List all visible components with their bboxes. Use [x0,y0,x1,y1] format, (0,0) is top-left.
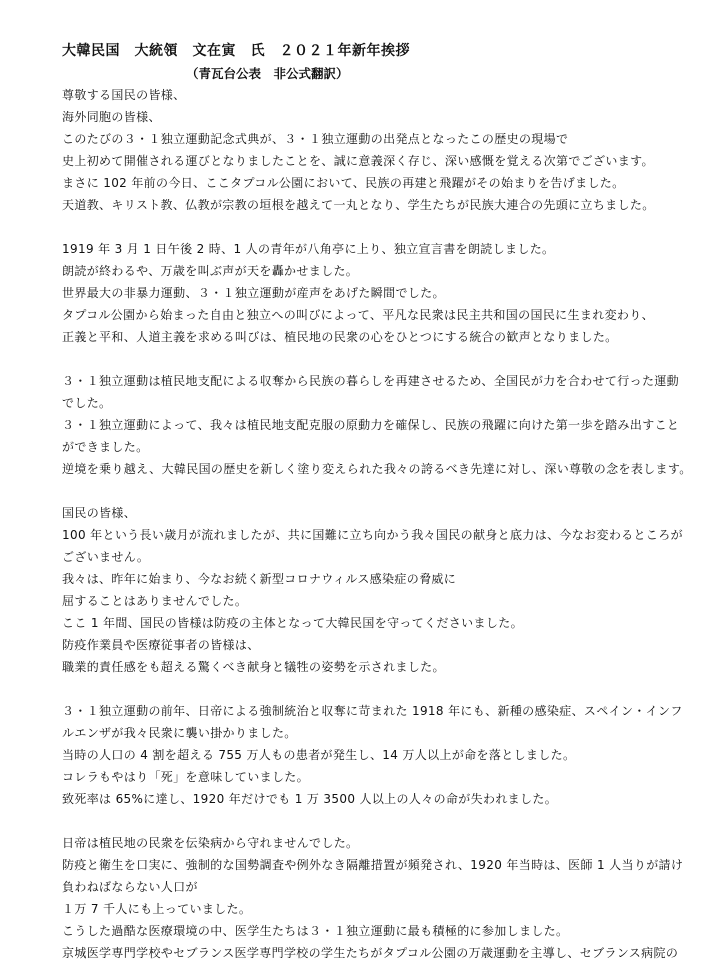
text-line: 当時の人口の 4 割を超える 755 万人もの患者が発生し、14 万人以上が命を落としました。 [62,748,576,762]
text-line: 負わねばならない人口が [62,880,198,894]
text-line: 職業的責任感をも超える驚くべき献身と犠牲の姿勢を示されました。 [62,660,445,674]
text-line: ３・１独立運動によって、我々は植民地支配克服の原動力を確保し、民族の飛躍に向けた第一歩を踏み出すこと [62,418,680,432]
text-line: まさに 102 年前の今日、ここタプコル公園において、民族の再建と飛躍がその始まりを告げました。 [62,176,625,190]
document-body [62,84,692,960]
paragraph-gap [62,480,682,502]
text-line: 国民の皆様、 [62,506,137,520]
paragraph-gap [62,348,682,370]
text-line: 京城医学専門学校やセブランス医学専門学校の学生たちがタプコル公園の万歳運動を主導し、セブランス病院の [62,946,679,960]
text-line: 逆境を乗り越え、大韓民国の歴史を新しく塗り変えられた我々の誇るべき先達に対し、深い尊敬の念を表します。 [62,462,692,476]
text-line: 天道教、キリスト教、仏教が宗教の垣根を越えて一丸となり、学生たちが民族大連合の先頭に立ちました。 [62,198,655,212]
text-line: ができました。 [62,440,149,454]
text-line: 日帝は植民地の民衆を伝染病から守れませんでした。 [62,836,359,850]
text-line: 防疫作業員や医療従事者の皆様は、 [62,638,260,652]
text-line: ルエンザが我々民衆に襲い掛かりました。 [62,726,297,740]
text-line: ３・１独立運動の前年、日帝による強制統治と収奪に苛まれた 1918 年にも、新種の感染症、スペイン・インフ [62,704,683,718]
text-line: ここ 1 年間、国民の皆様は防疫の主体となって大韓民国を守ってくださいました。 [62,616,523,630]
text-line: 致死率は 65%に達し、1920 年だけでも 1 万 3500 人以上の人々の命が失われました。 [62,792,558,806]
text-line: コレラもやはり「死」を意味していました。 [62,770,310,784]
text-line: 正義と平和、人道主義を求める叫びは、植民地の民衆の心をひとつにする統合の歓声となりました。 [62,330,618,344]
text-line: 屈することはありませんでした。 [62,594,248,608]
text-line: 海外同胞の皆様、 [62,110,161,124]
text-line: ございません。 [62,550,150,564]
text-line: 防疫と衛生を口実に、強制的な国勢調査や例外なき隔離措置が頻発され、1920 年当時は、医師 1 人当りが請け [62,858,684,872]
text-line: ３・１独立運動は植民地支配による収奪から民族の暮らしを再建させるため、全国民が力を合わせて行った運動 [62,374,680,388]
text-line: 朗読が終わるや、万歳を叫ぶ声が天を轟かせました。 [62,264,359,278]
document-subtitle: （青瓦台公表 非公式翻訳） [186,66,349,81]
text-line: このたびの３・１独立運動記念式典が、３・１独立運動の出発点となったこの歴史の現場で [62,132,569,146]
paragraph-gap [62,678,682,700]
document-title: 大韓民国 大統領 文在寅 氏 ２０２１年新年挨拶 [62,43,410,59]
text-line: １万 7 千人にも上っていました。 [62,902,252,916]
text-line: こうした過酷な医療環境の中、医学生たちは３・１独立運動に最も積極的に参加しました。 [62,924,569,938]
text-line: でした。 [62,396,112,410]
text-line: タプコル公園から始まった自由と独立への叫びによって、平凡な民衆は民主共和国の国民に生まれ変わり、 [62,308,654,322]
paragraph-gap [62,216,682,238]
text-line: 我々は、昨年に始まり、今なお続く新型コロナウィルス感染症の脅威に [62,572,457,586]
text-line: 尊敬する国民の皆様、 [62,88,186,102]
paragraph-gap [62,810,682,832]
text-line: 100 年という長い歳月が流れましたが、共に国難に立ち向かう我々国民の献身と底力は、今なお変わるところが [62,528,683,542]
text-line: 1919 年 3 月 1 日午後 2 時、1 人の青年が八角亭に上り、独立宣言書を朗読しました。 [62,242,555,256]
text-line: 世界最大の非暴力運動、３・１独立運動が産声をあげた瞬間でした。 [62,286,445,300]
text-line: 史上初めて開催される運びとなりましたことを、誠に意義深く存じ、深い感慨を覚える次第でございます。 [62,154,654,168]
